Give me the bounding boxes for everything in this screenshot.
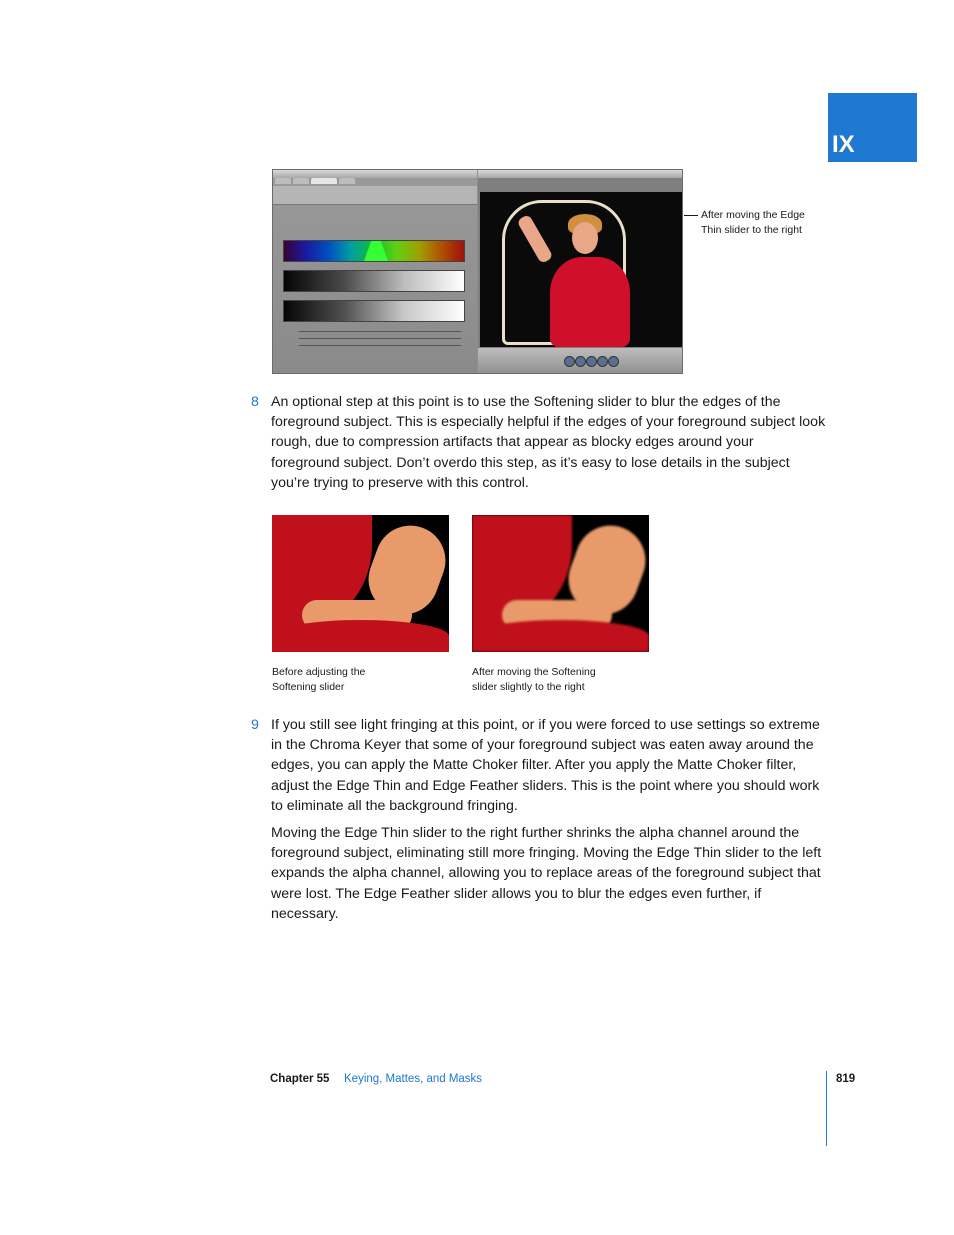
transport-button [597,356,608,367]
step-text: If you still see light fringing at this point, or if you were forced to use settings so extreme in the Chroma Keyer that some of your foreground subject was eaten away around the edges, you can apply the Matte Choker filter. After you apply the Matte Choker filter, adjust the Edge Thin and Edge Feather sliders. This is the point where you should work to eliminate all the background fringing. [271,717,820,814]
transport-controls [478,348,683,374]
footer-rule [826,1071,827,1146]
tab-motion [339,178,355,184]
page-number: 819 [836,1073,856,1085]
photo-after [472,515,649,652]
tab-chroma-keyer [311,178,337,184]
chair-shape [272,620,449,652]
viewer-titlebar [478,170,683,178]
chair-shape [472,620,649,652]
body-paragraph: Moving the Edge Thin slider to the right further shrinks the alpha channel around the foreground subject, eliminating still more fringing. Moving the Edge Thin slider to the left expands the alpha channel, allowing you to replace areas of the foreground subject that were lost. The Edge Feather slider allows you to blur the edges even further, if necessary. [271,825,822,922]
timeline-ruler [273,186,477,205]
hue-gradient [283,240,465,262]
figure2-caption-right [472,665,596,695]
transport-button [564,356,575,367]
caption-line-1: Before adjusting the [272,666,366,678]
person-head [572,222,598,254]
viewer-image [480,192,683,347]
softening-slider [277,335,467,341]
part-tab-label: IX [832,131,855,158]
chroma-keyer-panel [273,170,477,374]
part-tab [828,93,917,162]
window-titlebar [273,170,477,178]
slider-track [299,338,461,339]
transport-button [575,356,586,367]
caption-line-2: Softening slider [272,681,345,693]
callout-line-1: After moving the Edge [701,209,805,221]
figure1-callout [701,208,805,238]
step-text: An optional step at this point is to use the Softening slider to blur the edges of the foreground subject. This is especially helpful if the edges of your foreground subject look rough, due to compression artifacts that appear as blocky edges around your foreground subject. Don’t overdo this step, as it’s easy to lose details in the subject you’re trying to preserve with this control. [271,394,826,491]
caption-line-2: slider slightly to the right [472,681,585,693]
footer-chapter-title: Keying, Mattes, and Masks [344,1073,483,1085]
tab-filters [293,178,309,184]
footer-chapter: Chapter 55 [270,1073,330,1085]
play-button [586,356,597,367]
caption-line-1: After moving the Softening [472,666,596,678]
tab-video [275,178,291,184]
enhance-slider [277,342,467,348]
luma-gradient [283,300,465,322]
saturation-gradient [283,270,465,292]
panel-tabs [275,178,355,185]
edge-thin-slider [277,328,467,334]
photo-before [272,515,449,652]
hue-selection [364,241,388,261]
viewer-panel [478,170,683,374]
chroma-keyer-screenshot [272,169,683,374]
callout-line-2: Thin slider to the right [701,224,802,236]
callout-leader-line [684,215,698,216]
transport-button [608,356,619,367]
slider-track [299,331,461,332]
slider-track [299,345,461,346]
figure2-caption-left [272,665,365,695]
person-dress [550,257,630,347]
step-number: 8 [251,394,259,410]
step-number: 9 [251,717,259,733]
